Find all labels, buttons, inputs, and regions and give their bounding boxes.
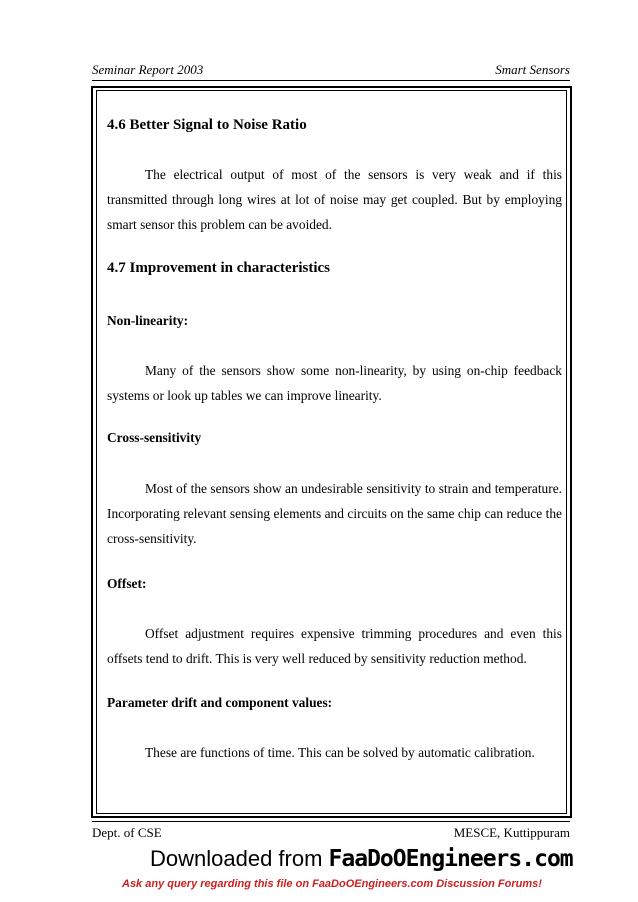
parameter-drift-heading: Parameter drift and component values: <box>107 695 333 710</box>
page-header <box>92 62 570 80</box>
banner-brand-logo: FaaDoOEngineers.com <box>328 846 573 872</box>
page-footer <box>92 825 570 843</box>
section-4-6-heading: 4.6 Better Signal to Noise Ratio <box>107 117 307 133</box>
banner-subline[interactable]: Ask any query regarding this file on FaaDoOEngineers.com Discussion Forums! <box>122 878 542 890</box>
cross-sensitivity-paragraph: Most of the sensors show an undesirable sensitivity to strain and temperature. Incorporating relevant sensing elements and circuits on the same chip can reduce the cross-sensitivity. <box>107 481 562 546</box>
footer-rule <box>92 821 570 822</box>
header-left-text: Seminar Report 2003 <box>92 62 204 77</box>
download-banner[interactable] <box>150 846 573 878</box>
banner-prefix: Downloaded from <box>150 846 329 871</box>
footer-right-text: MESCE, Kuttippuram <box>453 825 570 840</box>
header-rule <box>92 80 570 81</box>
cross-sensitivity-heading: Cross-sensitivity <box>107 430 202 445</box>
header-right-text: Smart Sensors <box>495 62 570 77</box>
offset-heading: Offset: <box>107 576 147 591</box>
non-linearity-paragraph: Many of the sensors show some non-linearity, by using on-chip feedback systems or look up tables we can improve linearity. <box>107 363 562 403</box>
non-linearity-heading: Non-linearity: <box>107 313 189 328</box>
footer-left-text: Dept. of CSE <box>92 825 162 840</box>
parameter-drift-paragraph: These are functions of time. This can be solved by automatic calibration. <box>145 745 535 760</box>
section-4-7-heading: 4.7 Improvement in characteristics <box>107 260 331 276</box>
section-4-6-paragraph: The electrical output of most of the sensors is very weak and if this transmitted through long wires at lot of noise may get coupled. But by employing smart sensor this problem can be avoided. <box>107 167 562 232</box>
offset-paragraph: Offset adjustment requires expensive trimming procedures and even this offsets tend to drift. This is very well reduced by sensitivity reduction method. <box>107 626 562 666</box>
